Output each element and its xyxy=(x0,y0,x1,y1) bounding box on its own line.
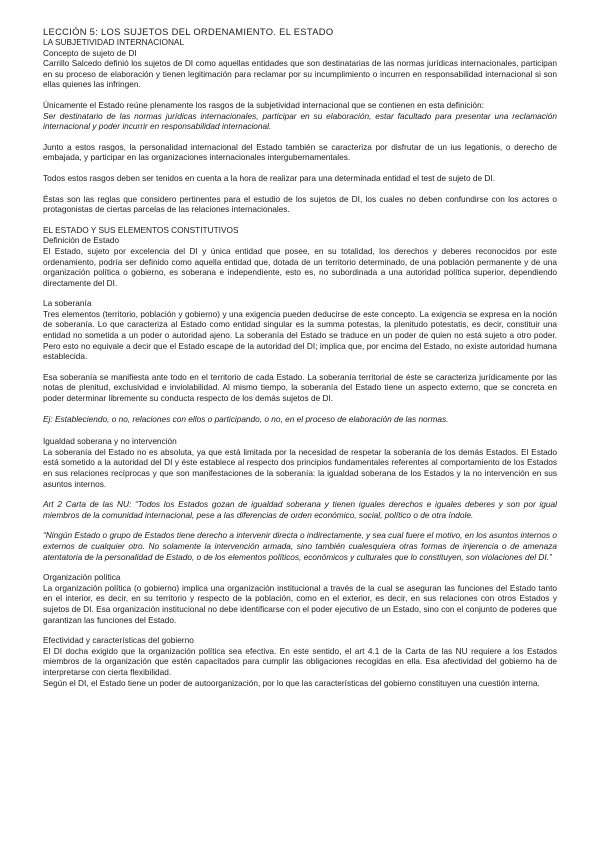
paragraph: Éstas son las reglas que considero pertinentes para el estudio de los sujetos de DI, los cuales no deben confundirse con los actores o protagonistas de ciertas parcelas de las relaciones internacionales. xyxy=(43,193,557,215)
subheading-soberania: La soberanía xyxy=(43,298,92,309)
paragraph: Todos estos rasgos deben ser tenidos en cuenta a la hora de realizar para una determinada entidad el test de sujeto de DI. xyxy=(43,172,496,183)
lesson-title: LECCIÓN 5: LOS SUJETOS DEL ORDENAMIENTO. EL ESTADO xyxy=(43,26,334,37)
paragraph: La organización política (o gobierno) implica una organización institucional a través de la cual se aseguran las funciones del Estado tanto en el interior, es decir, en su territorio y respecto de la población, como en el exterior, es decir, en sus relaciones con otros Estados y sujetos de DI. Esa organización institucional no debe identificarse con el poder ejecutivo de un Estado, sino con el conjunto de poderes que garantizan las funciones del Estado. xyxy=(43,582,557,625)
paragraph: El Estado, sujeto por excelencia del DI y única entidad que posee, en su totalidad, los derechos y deberes reconocidos por este ordenamiento, podría ser definido como aquella entidad que, dotada de un territorio determinado, de una población permanente y de una organización política o gobierno, es soberana e independiente, esto es, no subordinada a una autoridad política superior, dependiendo directamente del DI. xyxy=(43,245,557,288)
italic-quote: Art 2 Carta de las NU: “Todos los Estados gozan de igualdad soberana y tienen iguales derechos e iguales deberes y son por igual miembros de la comunidad internacional, pese a las diferencias de orden económico, social, político o de otra índole. xyxy=(43,499,557,520)
paragraph: Esa soberanía se manifiesta ante todo en el territorio de cada Estado. La soberanía territorial de éste se caracteriza jurídicamente por las notas de plenitud, exclusividad e inviolabilidad. Al mismo tiempo, la soberanía del Estado tiene un aspecto externo, que se concreta en poder determinar libremente su conducta respecto de los demás sujetos de DI. xyxy=(43,371,557,404)
paragraph: Únicamente el Estado reúne plenamente los rasgos de la subjetividad internacional que se contienen en esta definición: xyxy=(43,99,484,110)
paragraph: Junto a estos rasgos, la personalidad internacional del Estado también se caracteriza por disfrutar de un ius legationis, o derecho de embajada, y participar en las organizaciones internacionales intergubernamentales. xyxy=(43,141,557,163)
subheading-igualdad: Igualdad soberana y no intervención xyxy=(43,436,177,447)
document-page xyxy=(43,26,557,688)
italic-quote: “Ningún Estado o grupo de Estados tiene derecho a intervenir directa o indirectamente, y sea cual fuere el motivo, en los asuntos internos o externos de cualquier otro. No solamente la intervención armada, sino también cualesquiera otras formas de injerencia o de amenaza atentatoria de la personalidad de Estado, o de los elementos políticos, económicos y culturales que lo constituyen, son violaciones del DI.” xyxy=(43,530,557,562)
subheading-concepto: Concepto de sujeto de DI xyxy=(43,47,137,58)
subheading-organizacion: Organización política xyxy=(43,572,121,583)
paragraph: El DI docha exigido que la organización política sea efectiva. En este sentido, el art 4.1 de la Carta de las NU requiere a los Estados miembros de la organización que estén capacitados para cumplir las obligaciones recogidas en ella. Esa afectividad del gobierno ha de interpretarse con cierta flexibilidad. xyxy=(43,645,557,677)
italic-example: Ej: Estableciendo, o no, relaciones con ellos o participando, o no, en el proceso de elaboración de las normas. xyxy=(43,413,449,424)
italic-definition: Ser destinatario de las normas jurídicas internacionales, participar en su elaboración, estar facultado para presentar una reclamación internacional y poder incurrir en responsabilidad internacional. xyxy=(43,110,557,132)
section-heading-estado: EL ESTADO Y SUS ELEMENTOS CONSTITUTIVOS xyxy=(43,224,239,235)
paragraph: Carrillo Salcedo definió los sujetos de DI como aquellas entidades que son destinatarias de las normas jurídicas internacionales, participan en su proceso de elaboración y tienen legitimación para reclamar por su incumplimiento o incurren en responsabilidad internacional si son ellas quienes las infringen. xyxy=(43,58,557,90)
paragraph: Según el DI, el Estado tiene un poder de autoorganización, por lo que las características del gobierno constituyen una cuestión interna. xyxy=(43,677,540,688)
subheading-definicion: Definición de Estado xyxy=(43,235,120,246)
paragraph: Tres elementos (territorio, población y gobierno) y una exigencia pueden deducirse de este concepto. La exigencia se expresa en la noción de soberanía. Lo que caracteriza al Estado como entidad singular es la summa potestas, la plenitudo potestatis, es decir, constituir una entidad no sometida a un poder o autoridad ajeno. La soberanía del Estado se traduce en un poder de quien no está sujeto a otro poder. Pero esto no equivale a decir que el Estado escape de la autoridad del DI; implica que, por encima del Estado, no existe autoridad humana establecida. xyxy=(43,308,557,362)
paragraph: La soberanía del Estado no es absoluta, ya que está limitada por la necesidad de respetar la soberanía de los demás Estados. El Estado está sometido a la autoridad del DI y éste establece al respecto dos principios fundamentales referentes al comportamiento de los Estados en sus relaciones recíprocas y que son manifestaciones de la soberanía: la igualdad soberana de los Estados y la no intervención en sus asuntos internos. xyxy=(43,446,557,489)
subheading-efectividad: Efectividad y características del gobierno xyxy=(43,635,194,646)
section-heading-subjetividad: LA SUBJETIVIDAD INTERNACIONAL xyxy=(43,37,185,47)
